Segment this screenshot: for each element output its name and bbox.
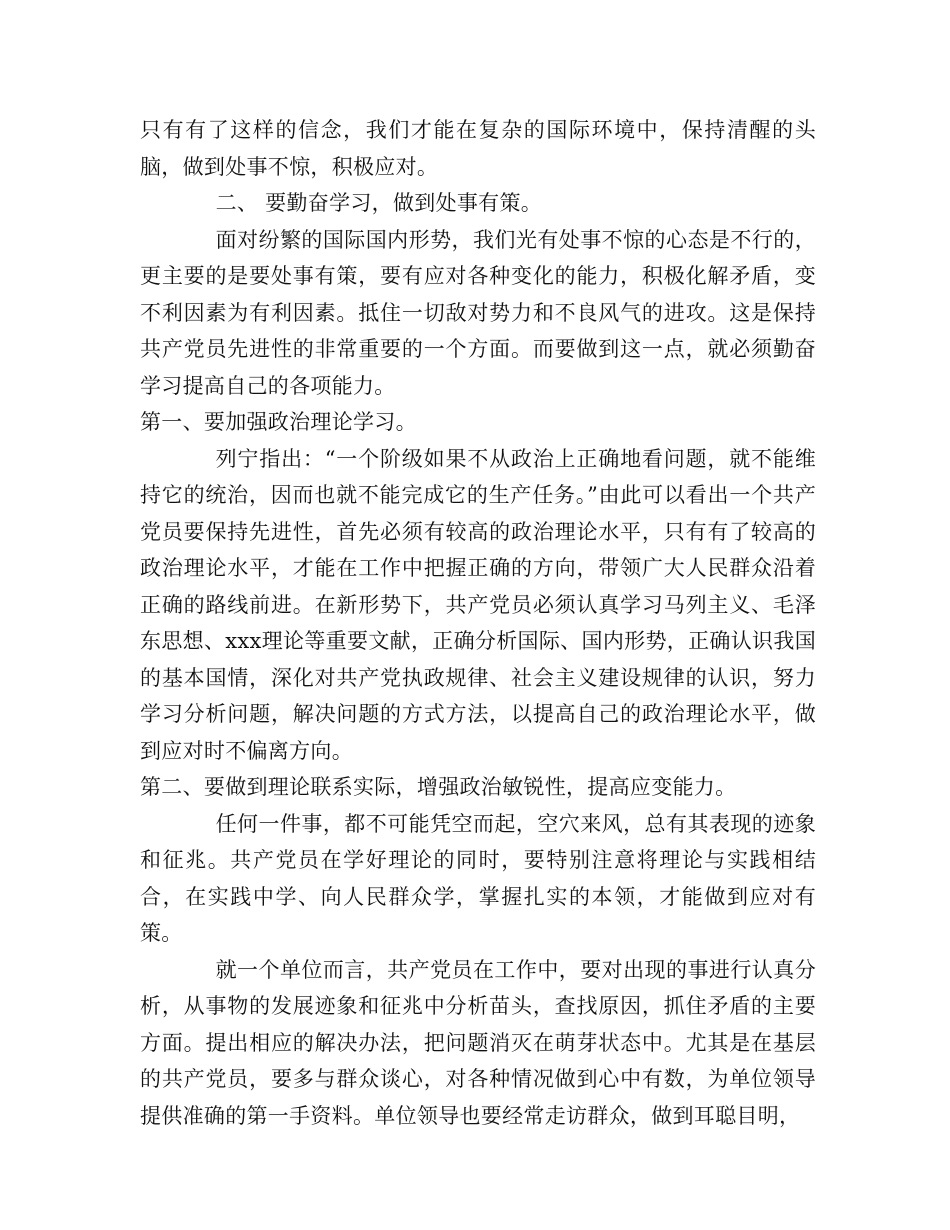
paragraph-unit-work: 就一个单位而言，共产党员在工作中，要对出现的事进行认真分析，从事物的发展迹象和征兆中分析苗头，查找原因，抓住矛盾的主要方面。提出相应的解决办法，把问题消灭在萌芽状态中。尤其是在基层的共产党员，要多与群众谈心，对各种情况做到心中有数，为单位领导提供准确的第一手资料。单位领导也要经常走访群众，做到耳聪目明， <box>140 957 816 1128</box>
section-heading-two: 二、 要勤奋学习，做到处事有策。 <box>215 191 543 215</box>
document-body <box>140 112 816 1134</box>
paragraph-practice: 任何一件事，都不可能凭空而起，空穴来风，总有其表现的迹象和征兆。共产党员在学好理论的同时，要特别注意将理论与实践相结合，在实践中学、向人民群众学，掌握扎实的本领，才能做到应对有策。 <box>140 811 816 945</box>
subheading-second: 第二、要做到理论联系实际，增强政治敏锐性，提高应变能力。 <box>140 775 737 799</box>
paragraph-situation: 面对纷繁的国际国内形势，我们光有处事不惊的心态是不行的，更主要的是要处事有策，要有应对各种变化的能力，积极化解矛盾，变不利因素为有利因素。抵住一切敌对势力和不良风气的进攻。这是保持共产党员先进性的非常重要的一个方面。而要做到这一点，就必须勤奋学习提高自己的各项能力。 <box>140 227 816 398</box>
paragraph-lenin-quote: 列宁指出：“一个阶级如果不从政治上正确地看问题，就不能维持它的统治，因而也就不能完成它的生产任务。”由此可以看出一个共产党员要保持先进性，首先必须有较高的政治理论水平，只有有了较高的政治理论水平，才能在工作中把握正确的方向，带领广大人民群众沿着正确的路线前进。在新形势下，共产党员必须认真学习马列主义、毛泽东思想、xxx理论等重要文献，正确分析国际、国内形势，正确认识我国的基本国情，深化对共产党执政规律、社会主义建设规律的认识，努力学习分析问题，解决问题的方式方法，以提高自己的政治理论水平，做到应对时不偏离方向。 <box>140 446 816 763</box>
subheading-first: 第一、要加强政治理论学习。 <box>140 410 417 434</box>
paragraph-belief-conclusion: 只有有了这样的信念，我们才能在复杂的国际环境中，保持清醒的头脑，做到处事不惊，积极应对。 <box>140 118 816 179</box>
